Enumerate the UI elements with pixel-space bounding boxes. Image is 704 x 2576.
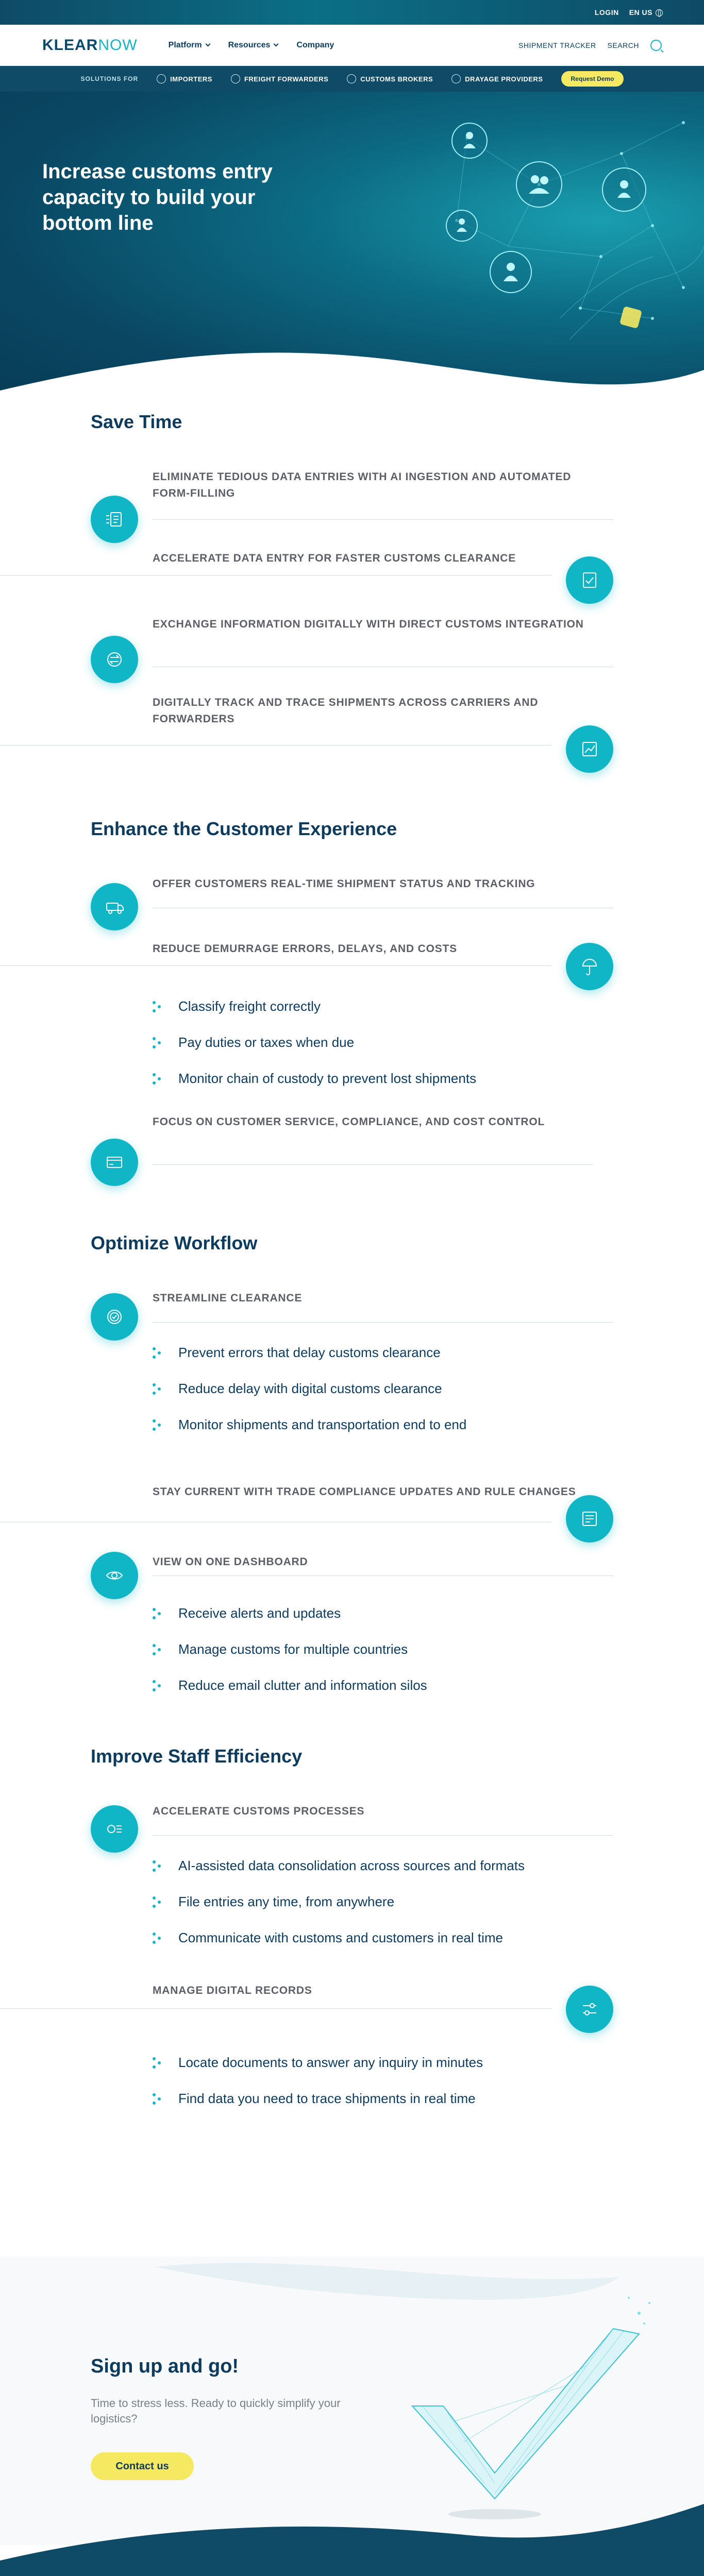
hero-wave bbox=[0, 339, 704, 411]
bullet-item bbox=[153, 2055, 483, 2071]
bullet-item bbox=[153, 1417, 466, 1433]
divider bbox=[153, 519, 613, 520]
bullet-text: Receive alerts and updates bbox=[178, 1605, 341, 1621]
feature-title: MANAGE DIGITAL RECORDS bbox=[153, 1985, 312, 1996]
solution-brokers[interactable] bbox=[347, 74, 433, 83]
bullet-item bbox=[153, 998, 321, 1014]
solution-importers-label: IMPORTERS bbox=[170, 75, 212, 83]
feature-title: STAY CURRENT WITH TRADE COMPLIANCE UPDATES AND RULE CHANGES bbox=[153, 1486, 576, 1498]
dots-icon bbox=[153, 1896, 163, 1908]
divider bbox=[153, 1164, 593, 1165]
feature-row bbox=[91, 616, 613, 699]
dots-icon bbox=[153, 1001, 163, 1012]
feature-row bbox=[91, 694, 613, 777]
process-icon bbox=[91, 1805, 138, 1853]
dots-icon bbox=[153, 1644, 163, 1655]
bullet-text: Communicate with customs and customers in real time bbox=[178, 1930, 504, 1945]
tracking-truck-icon bbox=[91, 883, 138, 930]
bullet-text: Locate documents to answer any inquiry in minutes bbox=[178, 2055, 483, 2070]
data-entry-icon bbox=[566, 556, 613, 604]
language-selector[interactable] bbox=[629, 8, 663, 16]
track-chart-icon bbox=[566, 725, 613, 773]
bullet-text: Prevent errors that delay customs clearance bbox=[178, 1345, 441, 1360]
bullet-item bbox=[153, 1071, 476, 1087]
staff-heading: Improve Staff Efficiency bbox=[91, 1745, 303, 1767]
nav-company[interactable]: Company bbox=[296, 40, 334, 49]
hero-headline: Increase customs entry capacity to build your bottom line bbox=[42, 160, 273, 234]
exchange-icon bbox=[91, 636, 138, 683]
bullet-item bbox=[153, 1677, 427, 1693]
main-nav bbox=[0, 25, 704, 66]
feature-title: ELIMINATE TEDIOUS DATA ENTRIES WITH AI INGESTION AND AUTOMATED FORM-FILLING bbox=[153, 471, 572, 499]
dots-icon bbox=[153, 1073, 163, 1084]
top-bar bbox=[0, 0, 704, 25]
dots-icon bbox=[153, 1608, 163, 1619]
search-icon[interactable] bbox=[650, 40, 662, 51]
feature-row bbox=[91, 1290, 613, 1352]
logo[interactable] bbox=[42, 37, 138, 54]
login-link[interactable]: LOGIN bbox=[594, 8, 619, 16]
feature-row bbox=[91, 1803, 613, 1865]
shipment-tracker-link[interactable]: SHIPMENT TRACKER bbox=[518, 41, 596, 49]
solutions-label: SOLUTIONS FOR bbox=[80, 75, 139, 82]
dots-icon bbox=[153, 1933, 163, 1944]
feature-title: ACCELERATE CUSTOMS PROCESSES bbox=[153, 1805, 365, 1817]
dots-icon bbox=[153, 1347, 163, 1359]
shield-icon bbox=[347, 74, 356, 83]
feature-row bbox=[91, 469, 613, 551]
dots-icon bbox=[153, 1860, 163, 1872]
contact-us-button[interactable]: Contact us bbox=[91, 2452, 194, 2480]
bullet-text: Reduce email clutter and information silos bbox=[178, 1677, 427, 1693]
signup-heading: Sign up and go! bbox=[91, 2355, 239, 2377]
feature-row bbox=[91, 876, 613, 938]
save-time-heading: Save Time bbox=[91, 411, 182, 432]
save-time-section bbox=[91, 411, 613, 725]
logo-klear: KLEAR bbox=[42, 36, 98, 54]
solution-importers[interactable] bbox=[157, 74, 212, 83]
solution-drayage[interactable] bbox=[451, 74, 543, 83]
bullet-text: Classify freight correctly bbox=[178, 998, 321, 1014]
nav-platform-label: Platform bbox=[168, 40, 202, 49]
solution-forwarders-label: FREIGHT FORWARDERS bbox=[244, 75, 329, 83]
bullet-item bbox=[153, 1894, 394, 1910]
dashboard-eye-icon bbox=[91, 1552, 138, 1599]
bullet-item bbox=[153, 1641, 408, 1657]
feature-title: OFFER CUSTOMERS REAL-TIME SHIPMENT STATUS AND TRACKING bbox=[153, 878, 535, 890]
records-sliders-icon bbox=[566, 1986, 613, 2033]
customer-heading: Enhance the Customer Experience bbox=[91, 818, 397, 839]
divider bbox=[153, 1575, 613, 1576]
divider bbox=[0, 965, 551, 966]
feature-title: EXCHANGE INFORMATION DIGITALLY WITH DIRECT CUSTOMS INTEGRATION bbox=[153, 618, 584, 630]
feature-title: ACCELERATE DATA ENTRY FOR FASTER CUSTOMS CLEARANCE bbox=[153, 552, 516, 564]
bullet-text: File entries any time, from anywhere bbox=[178, 1894, 395, 1909]
staff-section bbox=[91, 1745, 613, 2106]
feature-title: VIEW ON ONE DASHBOARD bbox=[153, 1556, 308, 1568]
nav-platform[interactable] bbox=[169, 41, 210, 50]
feature-title: FOCUS ON CUSTOMER SERVICE, COMPLIANCE, AND COST CONTROL bbox=[153, 1116, 545, 1128]
globe-icon bbox=[656, 9, 663, 16]
feature-row bbox=[91, 1114, 613, 1196]
dots-icon bbox=[153, 2057, 163, 2069]
bullet-text: Find data you need to trace shipments in real time bbox=[178, 2091, 476, 2106]
search-link[interactable]: SEARCH bbox=[607, 41, 639, 49]
signup-section bbox=[0, 2257, 704, 2545]
language-label: EN US bbox=[629, 8, 652, 16]
bullet-item bbox=[153, 1605, 341, 1621]
workflow-heading: Optimize Workflow bbox=[91, 1232, 258, 1253]
request-demo-button[interactable]: Request Demo bbox=[561, 71, 623, 87]
nav-resources[interactable] bbox=[228, 41, 278, 50]
divider bbox=[153, 1322, 613, 1323]
feature-title: DIGITALLY TRACK AND TRACE SHIPMENTS ACROSS CARRIERS AND FORWARDERS bbox=[153, 697, 539, 725]
bullet-item bbox=[153, 1930, 503, 1946]
clearance-badge-icon bbox=[91, 1293, 138, 1341]
solution-forwarders[interactable] bbox=[231, 74, 328, 83]
solution-brokers-label: CUSTOMS BROKERS bbox=[360, 75, 433, 83]
bullet-text: Monitor chain of custody to prevent lost shipments bbox=[178, 1071, 477, 1086]
bullet-text: Manage customs for multiple countries bbox=[178, 1641, 408, 1657]
ai-form-icon bbox=[91, 496, 138, 543]
dots-icon bbox=[153, 1419, 163, 1431]
bullet-item bbox=[153, 1858, 525, 1874]
hero bbox=[0, 92, 704, 411]
feature-title: REDUCE DEMURRAGE ERRORS, DELAYS, AND COSTS bbox=[153, 943, 457, 955]
compliance-icon bbox=[566, 1495, 613, 1543]
feature-row bbox=[91, 1982, 613, 2055]
bullet-text: Pay duties or taxes when due bbox=[178, 1035, 355, 1050]
globe-icon bbox=[157, 74, 166, 83]
feature-row bbox=[91, 1484, 613, 1556]
footer bbox=[0, 2504, 704, 2576]
feature-title: STREAMLINE CLEARANCE bbox=[153, 1292, 303, 1304]
customer-section bbox=[91, 818, 613, 1128]
service-icon bbox=[91, 1139, 138, 1186]
nav-resources-label: Resources bbox=[228, 40, 271, 49]
dots-icon bbox=[153, 1383, 163, 1395]
bullet-text: Monitor shipments and transportation end to end bbox=[178, 1417, 467, 1432]
solutions-bar bbox=[0, 66, 704, 92]
chevron-down-icon bbox=[274, 41, 279, 46]
footer-background bbox=[0, 2504, 704, 2576]
solution-drayage-label: DRAYAGE PROVIDERS bbox=[465, 75, 543, 83]
bullet-item bbox=[153, 1035, 354, 1050]
logo-now: NOW bbox=[98, 36, 138, 54]
bullet-text: Reduce delay with digital customs clearance bbox=[178, 1381, 442, 1396]
demurrage-icon bbox=[566, 943, 613, 990]
forwarder-icon bbox=[231, 74, 240, 83]
divider bbox=[153, 1835, 613, 1836]
chevron-down-icon bbox=[205, 41, 210, 46]
truck-icon bbox=[451, 74, 461, 83]
divider bbox=[0, 2008, 551, 2009]
bullet-item bbox=[153, 2091, 476, 2107]
feature-row bbox=[91, 550, 613, 622]
dots-icon bbox=[153, 1037, 163, 1048]
bullet-item bbox=[153, 1345, 441, 1361]
dots-icon bbox=[153, 2093, 163, 2105]
signup-text: Time to stress less. Ready to quickly simplify your logistics? bbox=[91, 2397, 341, 2425]
workflow-section bbox=[91, 1232, 613, 1693]
bullet-text: AI-assisted data consolidation across sources and formats bbox=[178, 1858, 525, 1873]
bullet-item bbox=[153, 1381, 442, 1397]
dots-icon bbox=[153, 1680, 163, 1691]
